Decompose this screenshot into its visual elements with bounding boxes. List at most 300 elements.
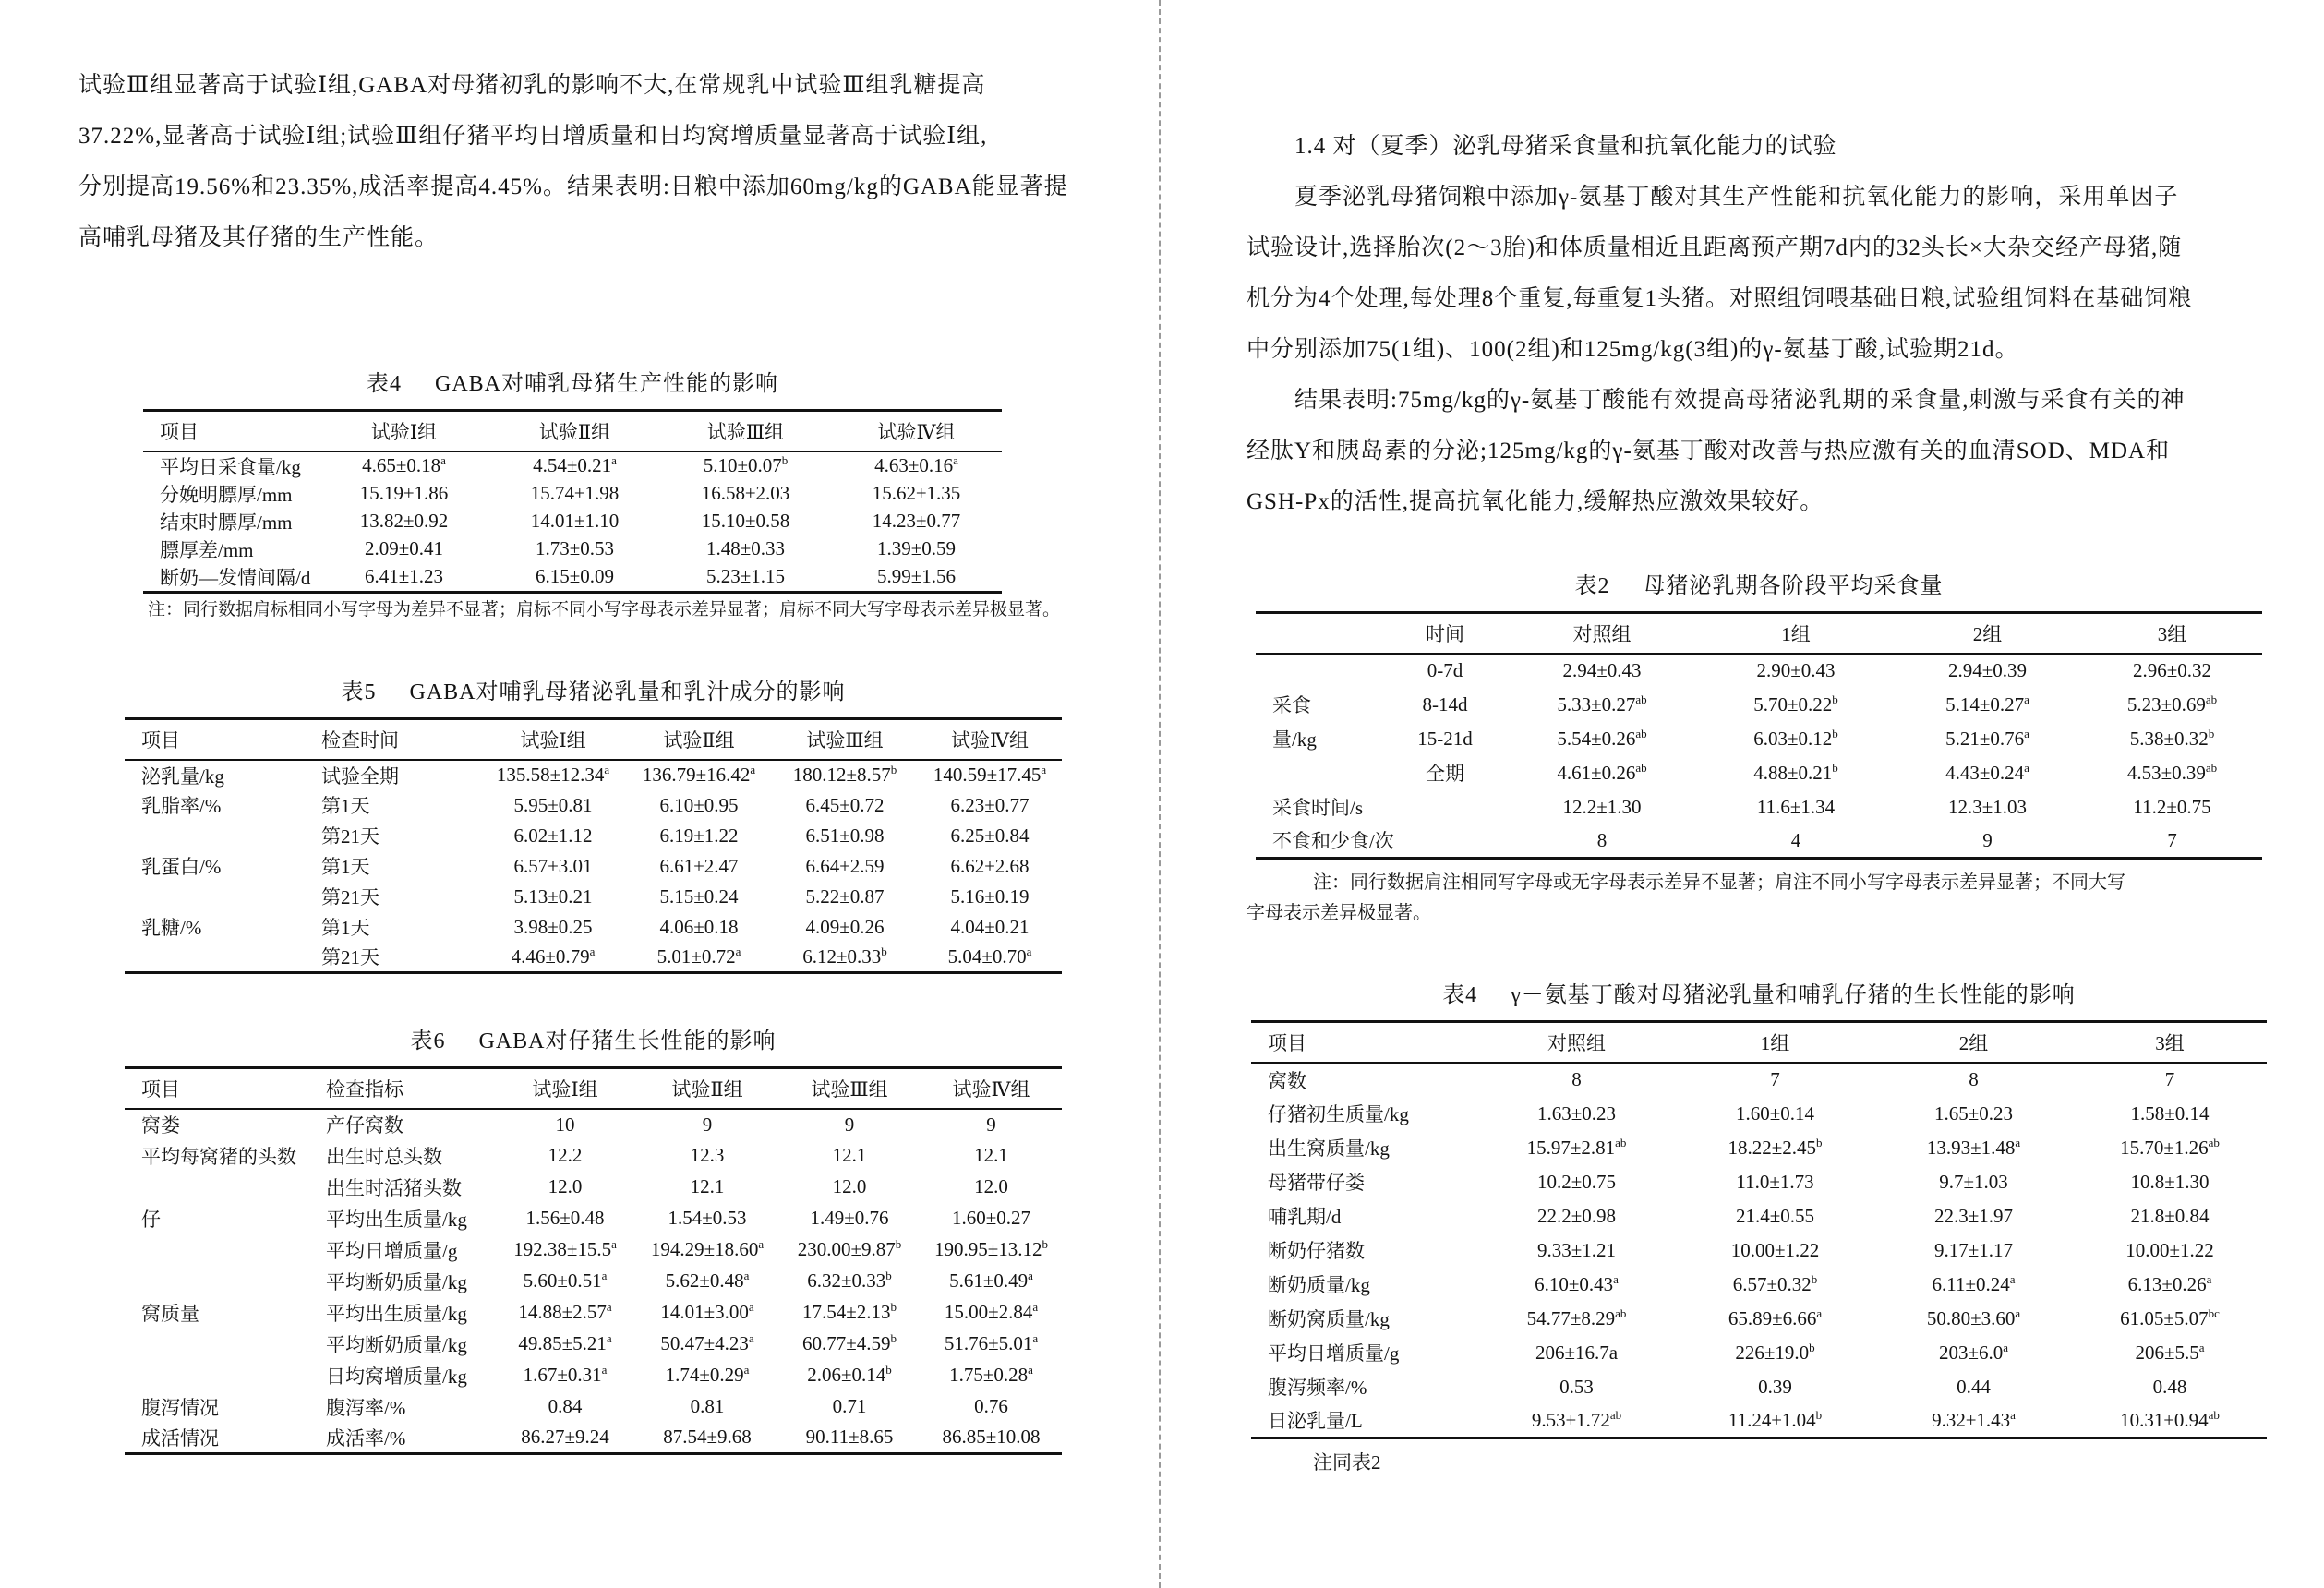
table-cell: 60.77±4.59$^b$ xyxy=(801,1331,897,1354)
table-cell: 5.38±0.32$^b$ xyxy=(2129,726,2215,750)
column-header xyxy=(1256,613,1385,654)
table-cell: 6.32±0.33$^b$ xyxy=(807,1269,892,1292)
table-cell: 采食时间/s xyxy=(1272,797,1364,819)
table-cell xyxy=(1256,654,1385,688)
table-cell: 12.2 xyxy=(548,1144,583,1166)
table-cell: 5.60±0.51$^a$ xyxy=(523,1269,608,1292)
table-cell: 出生时活猪头数 xyxy=(326,1176,462,1199)
table-cell: 产仔窝数 xyxy=(326,1114,403,1137)
table-cell: 9 xyxy=(702,1113,713,1136)
table6-wrap xyxy=(125,1028,1062,1455)
page-divider-line xyxy=(1159,0,1161,1588)
table-cell: 平均出生质量/kg xyxy=(326,1302,467,1325)
table4-right-wrap xyxy=(1251,981,2267,1439)
table-cell: 7 xyxy=(2167,828,2177,851)
table-cell: 1.67±0.31$^a$ xyxy=(523,1363,608,1386)
table-cell: 17.54±2.13$^b$ xyxy=(801,1300,897,1323)
table-row xyxy=(125,1109,1062,1140)
table-row xyxy=(1251,1336,2267,1370)
table-cell: 11.2±0.75 xyxy=(2133,795,2211,818)
table-cell: 出生窝质量/kg xyxy=(1268,1137,1390,1160)
table-cell: 1.56±0.48 xyxy=(525,1207,605,1229)
table-row xyxy=(1256,756,2262,790)
column-header: 2组 xyxy=(1893,613,2082,654)
table-cell: 日均窝增质量/kg xyxy=(326,1365,467,1388)
table-cell: 203±6.0$^a$ xyxy=(1938,1340,2009,1364)
table-cell: 4.61±0.26$^{ab}$ xyxy=(1557,760,1647,784)
table-row xyxy=(143,480,1002,508)
table-cell: 0.48 xyxy=(2152,1375,2187,1398)
note-line: 注：同行数据肩注相同写字母或无字母表示差异不显著；肩注不同小写字母表示差异显著；不同大写 xyxy=(1313,872,2125,893)
table-cell: 11.6±1.34 xyxy=(1756,795,1836,818)
table-cell: 断奶质量/kg xyxy=(1268,1274,1370,1296)
table5-wrap xyxy=(125,679,1062,974)
table-cell: 5.16±0.19 xyxy=(950,884,1030,908)
table-cell: 第21天 xyxy=(321,825,379,848)
column-header: 项目 xyxy=(143,411,319,451)
table-row xyxy=(125,851,1062,882)
table-cell: 第21天 xyxy=(321,946,379,969)
table-cell: 6.45±0.72 xyxy=(805,793,885,816)
table-cell: 分娩明膘厚/mm xyxy=(160,483,293,506)
table-cell: 136.79±16.42$^a$ xyxy=(642,763,756,786)
column-header: 时间 xyxy=(1385,613,1505,654)
column-header: 对照组 xyxy=(1505,613,1699,654)
table-cell: 6.03±0.12$^b$ xyxy=(1753,726,1838,750)
table-cell: 2.94±0.43 xyxy=(1562,659,1642,681)
table-cell xyxy=(1385,790,1505,824)
table-cell: 12.1 xyxy=(832,1144,867,1166)
table-cell: 0.44 xyxy=(1957,1375,1991,1398)
table-row xyxy=(1251,1268,2267,1302)
table-number: 表6 xyxy=(410,1029,446,1053)
table-cell: 6.57±0.32$^b$ xyxy=(1732,1271,1818,1295)
column-header: 试验Ⅳ组 xyxy=(921,1068,1062,1109)
table-cell: 1.60±0.27 xyxy=(951,1207,1031,1229)
table-cell: 5.21±0.76$^a$ xyxy=(1945,726,2029,750)
table-cell: 6.10±0.95 xyxy=(659,793,739,816)
table-cell: 50.47±4.23$^a$ xyxy=(660,1331,754,1354)
table-cell xyxy=(125,1329,309,1360)
table-cell: 5.61±0.49$^a$ xyxy=(949,1269,1033,1292)
table-cell: 4.63±0.16$^a$ xyxy=(874,453,958,476)
table-cell: 12.0 xyxy=(832,1175,867,1197)
table-cell: 12.1 xyxy=(690,1175,725,1197)
table-cell: 3.98±0.25 xyxy=(513,915,593,938)
table-cell: 腹泻率/% xyxy=(326,1396,406,1419)
table-cell: 86.27±9.24 xyxy=(521,1426,609,1449)
table-cell: 22.3±1.97 xyxy=(1933,1204,2014,1227)
table-cell: 母猪带仔娄 xyxy=(1268,1172,1365,1194)
table-title xyxy=(143,370,1002,398)
table-row xyxy=(125,1297,1062,1329)
table-cell: 4.65±0.18$^a$ xyxy=(362,453,446,476)
table-cell xyxy=(125,882,305,912)
table-cell: 6.41±1.23 xyxy=(364,565,444,587)
table-cell xyxy=(125,821,305,851)
table-cell xyxy=(125,1360,309,1391)
table-cell xyxy=(125,1234,309,1266)
table-cell: 8-14d xyxy=(1422,692,1468,716)
table-cell: 90.11±8.65 xyxy=(805,1426,894,1449)
table-title-text: 母猪泌乳期各阶段平均采食量 xyxy=(1643,574,1944,598)
table-cell: 哺乳期/d xyxy=(1268,1206,1342,1228)
table-cell: 2.90±0.43 xyxy=(1756,659,1836,681)
table-row xyxy=(125,821,1062,851)
table-cell: 7 xyxy=(1770,1068,1780,1090)
table-cell: 2.09±0.41 xyxy=(364,537,444,559)
table-cell: 1.49±0.76 xyxy=(810,1207,889,1229)
column-header: 试验Ⅲ组 xyxy=(772,719,918,760)
table-row xyxy=(1251,1063,2267,1097)
table-cell: 21.8±0.84 xyxy=(2130,1204,2210,1227)
column-header: 2组 xyxy=(1874,1022,2073,1063)
table-cell: 断奶仔猪数 xyxy=(1268,1240,1365,1262)
table-cell: 206±16.7a xyxy=(1535,1341,1619,1364)
table-cell: 9 xyxy=(986,1113,996,1136)
page-right xyxy=(1246,0,2290,1588)
table-row xyxy=(125,1423,1062,1454)
table-cell: 仔猪初生质量/kg xyxy=(1268,1103,1409,1125)
column-header: 试验Ⅳ组 xyxy=(831,411,1002,451)
table-cell: 平均断奶质量/kg xyxy=(326,1333,467,1356)
table-cell: 10.00±1.22 xyxy=(2125,1238,2214,1261)
section-heading: 1.4 对（夏季）泌乳母猪采食量和抗氧化能力的试验 xyxy=(1246,134,1837,159)
table-row xyxy=(1251,1370,2267,1404)
table-cell: 6.57±3.01 xyxy=(513,854,593,877)
table-row xyxy=(143,563,1002,593)
table-cell: 0-7d xyxy=(1427,659,1463,681)
table-cell: 10 xyxy=(555,1113,575,1136)
table-row xyxy=(1256,722,2262,756)
table-cell: 10.00±1.22 xyxy=(1730,1238,1820,1261)
table-row xyxy=(143,535,1002,563)
table6-left xyxy=(125,1066,1062,1455)
table-cell: 18.22±2.45$^b$ xyxy=(1728,1135,1823,1159)
table2-right xyxy=(1256,611,2262,860)
column-header: 试验Ⅱ组 xyxy=(626,719,772,760)
table-cell: 194.29±18.60$^a$ xyxy=(650,1237,765,1260)
table-row xyxy=(125,1329,1062,1360)
text-line: 结果表明:75mg/kg的γ-氨基丁酸能有效提高母猪泌乳期的采食量,刺激与采食有关的神 xyxy=(1246,388,2186,413)
table-row xyxy=(125,760,1062,790)
table-cell: 6.13±0.26$^a$ xyxy=(2127,1271,2212,1295)
table-cell: 12.0 xyxy=(974,1175,1008,1197)
table-cell xyxy=(125,1266,309,1297)
table-cell: 5.15±0.24 xyxy=(659,884,739,908)
table-row xyxy=(1256,790,2262,824)
table-title-text: γ－氨基丁酸对母猪泌乳量和哺乳仔猪的生长性能的影响 xyxy=(1511,983,2076,1007)
table-cell: 6.64±2.59 xyxy=(805,854,885,877)
table-cell: 6.11±0.24$^a$ xyxy=(1932,1271,2016,1295)
table-cell: 采食 xyxy=(1272,694,1311,716)
table-cell: 平均每窝猪的头数 xyxy=(141,1145,296,1168)
section-heading-block xyxy=(1246,121,2290,172)
table-row xyxy=(1251,1165,2267,1199)
table-title-text: GABA对哺乳母猪生产性能的影响 xyxy=(434,372,778,396)
table-cell: 4.43±0.24$^a$ xyxy=(1945,760,2029,784)
table-row xyxy=(1256,654,2262,688)
table-cell: 49.85±5.21$^a$ xyxy=(518,1331,612,1354)
table-cell: 9.32±1.43$^a$ xyxy=(1932,1407,2016,1431)
table-title xyxy=(125,1028,1062,1055)
table-cell: 乳蛋白/% xyxy=(141,856,222,878)
table-cell: 21.4±0.55 xyxy=(1735,1204,1815,1227)
table-cell: 仔 xyxy=(141,1208,161,1231)
table-cell: 4.88±0.21$^b$ xyxy=(1753,760,1838,784)
table-cell: 6.61±2.47 xyxy=(659,854,739,877)
table-row xyxy=(125,1266,1062,1297)
text-line: 夏季泌乳母猪饲粮中添加γ-氨基丁酸对其生产性能和抗氧化能力的影响，采用单因子 xyxy=(1246,185,2179,210)
table-cell: 14.01±1.10 xyxy=(530,510,620,532)
table5-left xyxy=(125,717,1062,974)
table-row xyxy=(1251,1131,2267,1165)
table-cell: 量/kg xyxy=(1272,728,1317,751)
table-cell: 206±5.5$^a$ xyxy=(2135,1340,2205,1364)
table-row xyxy=(1256,688,2262,722)
table-cell: 9.7±1.03 xyxy=(1939,1170,2008,1193)
table-cell xyxy=(125,1172,309,1203)
table-row xyxy=(125,1391,1062,1423)
body-paragraph-1 xyxy=(1246,172,2290,375)
table-cell: 4.04±0.21 xyxy=(950,915,1030,938)
text-line: 试验设计,选择胎次(2～3胎)和体质量相近且距离预产期7d内的32头长×大杂交经产母猪,随 xyxy=(1246,235,2183,260)
table-cell: 8 xyxy=(1969,1068,1979,1090)
column-header: 试验Ⅰ组 xyxy=(480,719,626,760)
table-cell: 190.95±13.12$^b$ xyxy=(933,1237,1049,1260)
table-title xyxy=(1251,981,2267,1009)
text-line: 37.22%,显著高于试验Ⅰ组;试验Ⅲ组仔猪平均日增质量和日均窝增质量显著高于试验Ⅰ组, xyxy=(78,124,988,149)
table4-footnote: 注同表2 xyxy=(1313,1451,1381,1474)
table-cell: 成活情况 xyxy=(141,1426,219,1450)
table-cell: 10.8±1.30 xyxy=(2130,1170,2210,1193)
table-cell: 13.93±1.48$^a$ xyxy=(1926,1135,2021,1159)
column-header: 试验Ⅱ组 xyxy=(636,1068,778,1109)
text-line: GSH-Px的活性,提高抗氧化能力,缓解热应激效果较好。 xyxy=(1246,489,1824,514)
column-header: 检查指标 xyxy=(309,1068,494,1109)
table-cell: 9 xyxy=(1982,828,1993,851)
table-row xyxy=(1251,1404,2267,1438)
page-left xyxy=(78,0,1071,1588)
table-cell: 6.23±0.77 xyxy=(950,793,1030,816)
table-number: 表2 xyxy=(1574,574,1610,598)
table-cell: 4.06±0.18 xyxy=(659,915,739,938)
table-row xyxy=(1251,1097,2267,1131)
table-cell: 11.24±1.04$^b$ xyxy=(1728,1407,1823,1431)
table-title xyxy=(1256,572,2262,600)
column-header: 试验Ⅱ组 xyxy=(489,411,660,451)
table-cell: 腹泻频率/% xyxy=(1268,1377,1367,1399)
table-cell: 4.53±0.39$^{ab}$ xyxy=(2126,760,2218,784)
table-cell: 4.46±0.79$^a$ xyxy=(511,944,596,968)
column-header: 3组 xyxy=(2073,1022,2267,1063)
table-cell: 第1天 xyxy=(321,917,370,939)
table-cell: 6.10±0.43$^a$ xyxy=(1535,1271,1619,1295)
table-cell: 12.2±1.30 xyxy=(1562,795,1642,818)
table-cell: 1.48±0.33 xyxy=(705,537,786,559)
table-cell: 13.82±0.92 xyxy=(359,510,449,532)
column-header: 检查时间 xyxy=(305,719,480,760)
table-row xyxy=(143,508,1002,535)
table-number: 表4 xyxy=(1442,983,1478,1007)
table-cell: 1.58±0.14 xyxy=(2130,1101,2210,1125)
table-cell: 14.01±3.00$^a$ xyxy=(660,1300,754,1323)
table-cell: 65.89±6.66$^a$ xyxy=(1728,1305,1823,1329)
table-cell: 平均断奶质量/kg xyxy=(326,1270,467,1293)
table-cell: 窝数 xyxy=(1268,1069,1306,1092)
table-cell: 10.31±0.94$^{ab}$ xyxy=(2120,1407,2220,1431)
table-cell: 15.00±2.84$^a$ xyxy=(944,1300,1039,1323)
table4-right xyxy=(1251,1020,2267,1439)
table-cell: 0.53 xyxy=(1559,1375,1594,1398)
text-line: 试验Ⅲ组显著高于试验Ⅰ组,GABA对母猪初乳的影响不大,在常规乳中试验Ⅲ组乳糖提高 xyxy=(78,73,986,98)
table-title-text: GABA对仔猪生长性能的影响 xyxy=(478,1029,777,1053)
table-cell: 87.54±9.68 xyxy=(663,1426,752,1449)
table-cell: 4 xyxy=(1790,828,1801,851)
table-cell: 5.04±0.70$^a$ xyxy=(947,944,1032,968)
table-row xyxy=(143,451,1002,480)
table-cell: 12.1 xyxy=(974,1144,1008,1166)
table-cell: 9.53±1.72$^{ab}$ xyxy=(1531,1407,1622,1431)
column-header: 试验Ⅲ组 xyxy=(778,1068,921,1109)
table-cell: 膘厚差/mm xyxy=(160,538,254,561)
table-cell: 5.70±0.22$^b$ xyxy=(1753,692,1838,716)
table-cell: 15.70±1.26$^{ab}$ xyxy=(2120,1135,2220,1159)
table-cell: 第1天 xyxy=(321,856,370,878)
column-header: 对照组 xyxy=(1477,1022,1676,1063)
table-cell: 12.0 xyxy=(548,1175,583,1197)
table-cell: 窝质量 xyxy=(141,1302,199,1325)
table-cell: 10.2±0.75 xyxy=(1536,1170,1617,1193)
text-line: 机分为4个处理,每处理8个重复,每重复1头猪。对照组饲喂基础日粮,试验组饲料在基础饲粮 xyxy=(1246,286,2193,311)
table-cell: 15.97±2.81$^{ab}$ xyxy=(1526,1135,1627,1159)
table-row xyxy=(125,912,1062,943)
table-number: 表4 xyxy=(366,372,402,396)
table-title-text: GABA对哺乳母猪泌乳量和乳汁成分的影响 xyxy=(409,680,846,704)
column-header: 试验Ⅰ组 xyxy=(494,1068,636,1109)
table-cell: 平均日增质量/g xyxy=(1268,1342,1400,1365)
table-cell: 6.12±0.33$^b$ xyxy=(802,944,887,968)
table-cell: 5.13±0.21 xyxy=(513,884,593,908)
table-row xyxy=(125,1140,1062,1172)
table-cell: 0.84 xyxy=(548,1395,583,1417)
table-cell: 226±19.0$^b$ xyxy=(1735,1340,1815,1364)
column-header: 项目 xyxy=(125,1068,309,1109)
table-cell: 51.76±5.01$^a$ xyxy=(944,1331,1039,1354)
table-cell: 11.0±1.73 xyxy=(1736,1170,1814,1193)
table-row xyxy=(1251,1233,2267,1268)
table-cell: 窝娄 xyxy=(141,1114,180,1137)
table-title xyxy=(125,679,1062,706)
table-cell xyxy=(125,943,305,973)
column-header: 试验Ⅳ组 xyxy=(918,719,1062,760)
table-cell xyxy=(1256,756,1385,790)
table-cell: 140.59±17.45$^a$ xyxy=(933,763,1047,786)
table-cell: 1.75±0.28$^a$ xyxy=(949,1363,1033,1386)
intro-paragraph xyxy=(78,60,1071,263)
table-cell: 8 xyxy=(1571,1068,1582,1090)
table-row xyxy=(125,1172,1062,1203)
table-cell: 5.14±0.27$^a$ xyxy=(1945,692,2029,716)
table4-left-wrap xyxy=(143,370,1002,594)
table-cell: 0.71 xyxy=(832,1395,867,1417)
column-header: 试验Ⅲ组 xyxy=(660,411,831,451)
table-cell: 第21天 xyxy=(321,886,379,908)
table-cell: 15.74±1.98 xyxy=(530,482,620,504)
table-cell: 腹泻情况 xyxy=(141,1396,219,1419)
table-cell: 出生时总头数 xyxy=(326,1145,442,1168)
table-cell: 试验全期 xyxy=(321,764,399,788)
table-cell: 5.23±1.15 xyxy=(705,565,786,587)
table-cell: 6.15±0.09 xyxy=(535,565,615,587)
table-cell: 断奶窝质量/kg xyxy=(1268,1308,1390,1330)
table-cell: 5.10±0.07$^b$ xyxy=(703,453,789,476)
table-cell: 9.17±1.17 xyxy=(1933,1238,2014,1261)
table-cell: 日泌乳量/L xyxy=(1268,1410,1363,1433)
table-cell: 5.95±0.81 xyxy=(513,793,593,816)
column-header: 1组 xyxy=(1676,1022,1874,1063)
table-cell: 2.96±0.32 xyxy=(2132,659,2212,681)
table-cell: 1.60±0.14 xyxy=(1735,1101,1815,1125)
table2-note xyxy=(1246,868,2271,929)
text-line: 中分别添加75(1组)、100(2组)和125mg/kg(3组)的γ-氨基丁酸,试验期21d。 xyxy=(1246,337,2019,362)
table-cell: 6.25±0.84 xyxy=(950,824,1030,847)
table-cell: 8 xyxy=(1596,828,1608,851)
table-cell: 1.54±0.53 xyxy=(668,1207,747,1229)
table-cell: 2.06±0.14$^b$ xyxy=(807,1363,892,1386)
table-cell: 14.88±2.57$^a$ xyxy=(518,1300,612,1323)
table2-wrap xyxy=(1256,572,2262,860)
table-row xyxy=(1251,1199,2267,1233)
table-cell: 4.09±0.26 xyxy=(805,915,885,938)
table-cell: 5.62±0.48$^a$ xyxy=(665,1269,750,1292)
table-cell: 泌乳量/kg xyxy=(141,764,224,788)
table-cell: 230.00±9.87$^b$ xyxy=(797,1237,902,1260)
table-cell: 61.05±5.07$^{bc}$ xyxy=(2120,1305,2220,1329)
table-cell: 1.73±0.53 xyxy=(535,537,615,559)
table-cell: 6.51±0.98 xyxy=(805,824,885,847)
table-cell: 1.65±0.23 xyxy=(1933,1101,2014,1125)
table-cell: 乳糖/% xyxy=(141,917,202,939)
text-line: 分别提高19.56%和23.35%,成活率提高4.45%。结果表明:日粮中添加60mg/kg的GABA能显著提 xyxy=(78,174,1068,199)
table-row xyxy=(1256,824,2262,859)
table-cell: 5.54±0.26$^{ab}$ xyxy=(1557,726,1647,750)
table-row xyxy=(125,882,1062,912)
table-cell: 7 xyxy=(2164,1068,2175,1090)
table-cell: 135.58±12.34$^a$ xyxy=(496,763,610,786)
table-cell xyxy=(1385,824,1505,859)
table-cell: 192.38±15.5$^a$ xyxy=(513,1237,617,1260)
table-cell: 6.62±2.68 xyxy=(950,854,1030,877)
column-header: 3组 xyxy=(2082,613,2262,654)
table-cell: 第1天 xyxy=(321,795,370,817)
column-header: 试验Ⅰ组 xyxy=(319,411,489,451)
table-cell: 乳脂率/% xyxy=(141,795,222,817)
table-cell: 5.01±0.72$^a$ xyxy=(656,944,741,968)
table-cell: 不食和少食/次 xyxy=(1272,830,1394,853)
table-cell: 1.63±0.23 xyxy=(1536,1101,1617,1125)
table-cell: 22.2±0.98 xyxy=(1536,1204,1617,1227)
table-cell: 1.74±0.29$^a$ xyxy=(665,1363,750,1386)
table-cell: 0.39 xyxy=(1758,1375,1792,1398)
table-cell: 平均日采食量/kg xyxy=(160,455,301,478)
table-row xyxy=(125,1234,1062,1266)
body-paragraph-2 xyxy=(1246,375,2290,527)
table-cell: 1.39±0.59 xyxy=(876,537,957,559)
column-header: 项目 xyxy=(1251,1022,1477,1063)
column-header: 1组 xyxy=(1699,613,1893,654)
table-row xyxy=(125,790,1062,821)
